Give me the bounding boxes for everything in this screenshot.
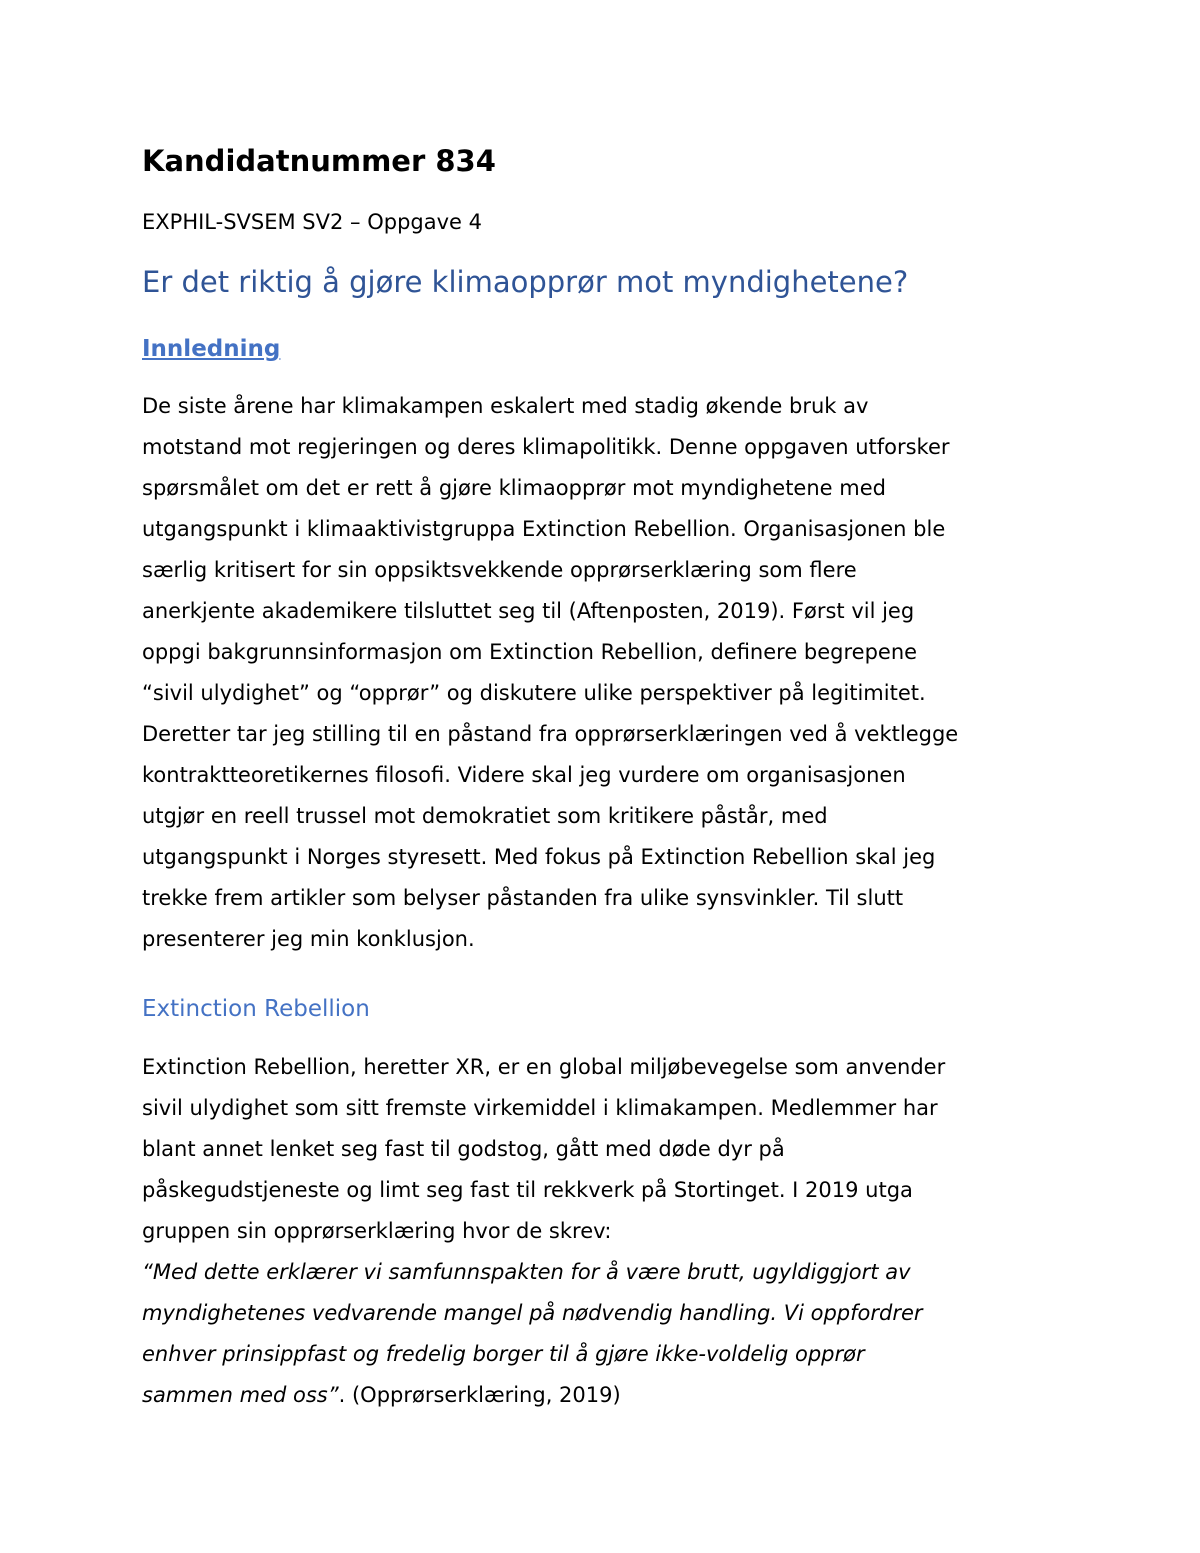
section-heading-extinction-rebellion: Extinction Rebellion — [142, 996, 370, 1022]
declaration-quote: “Med dette erklærer vi samfunnspakten for å være brutt, ugyldiggjort av myndighetenes vedvarende mangel på nødvendig handling. Vi oppfordrer enhver prinsippfast og fredelig borger til å gjøre ikke-voldelig opprør sammen med oss” — [142, 1260, 923, 1407]
section-body-text: Extinction Rebellion, heretter XR, er en global miljøbevegelse som anvender sivil ulydighet som sitt fremste virkemiddel i klimakampen. Medlemmer har blant annet lenket seg fast til godstog, gått med døde dyr på påskegudstjeneste og limt seg fast til rekkverk på Stortinget. I 2019 utga gruppen sin opprørserklæring hvor de skrev: — [142, 1055, 946, 1243]
course-line: EXPHIL-SVSEM SV2 – Oppgave 4 — [142, 210, 482, 234]
quote-citation: . (Opprørserklæring, 2019) — [338, 1383, 621, 1407]
document-title: Er det riktig å gjøre klimaopprør mot myndighetene? — [142, 265, 909, 299]
section-body-extinction-rebellion — [142, 1047, 1072, 1416]
candidate-number: Kandidatnummer 834 — [142, 144, 496, 178]
section-heading-innledning: Innledning — [142, 336, 281, 362]
document-content — [142, 141, 1072, 1416]
section-body-innledning: De siste årene har klimakampen eskalert med stadig økende bruk av motstand mot regjeringen og deres klimapolitikk. Denne oppgaven utforsker spørsmålet om det er rett å gjøre klimaopprør mot myndighetene med utgangspunkt i klimaaktivistgruppa Extinction Rebellion. Organisasjonen ble særlig kritisert for sin oppsiktsvekkende opprørserklæring som flere anerkjente akademikere tilsluttet seg til (Aftenposten, 2019). Først vil jeg oppgi bakgrunnsinformasjon om Extinction Rebellion, definere begrepene “sivil ulydighet” og “opprør” og diskutere ulike perspektiver på legitimitet. Deretter tar jeg stilling til en påstand fra opprørserklæringen ved å vektlegge kontraktteoretikernes filosofi. Videre skal jeg vurdere om organisasjonen utgjør en reell trussel mot demokratiet som kritikere påstår, med utgangspunkt i Norges styresett. Med fokus på Extinction Rebellion skal jeg trekke frem artikler som belyser påstanden fra ulike synsvinkler. Til slutt presenterer jeg min konklusjon. — [142, 394, 959, 951]
